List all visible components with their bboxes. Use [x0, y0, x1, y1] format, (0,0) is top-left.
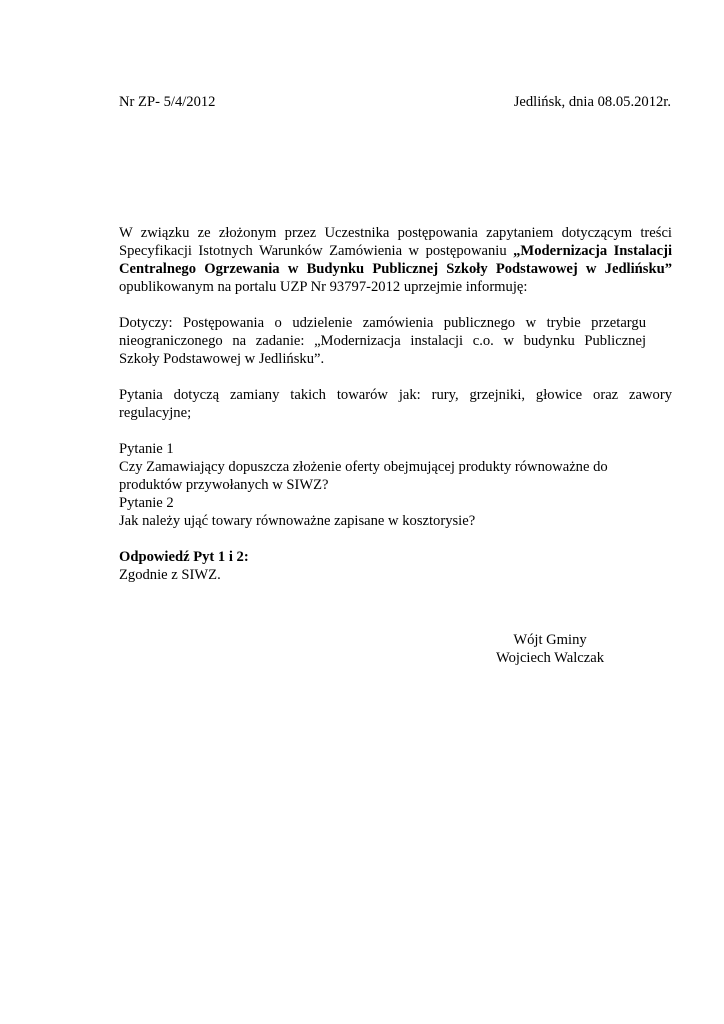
signature-title: Wójt Gminy	[513, 632, 587, 648]
reference-number: Nr ZP- 5/4/2012	[119, 94, 216, 110]
answer-label: Odpowiedź Pyt 1 i 2:	[119, 549, 249, 565]
answer-text: Zgodnie z SIWZ.	[119, 567, 221, 583]
intro-paragraph	[119, 224, 672, 296]
intro-line-1: W związku ze złożonym przez Uczestnika postępowania zapytaniem dotyczącym treści	[119, 225, 672, 241]
intro-line-4: opublikowanym na portalu UZP Nr 93797-2012 uprzejmie informuję:	[119, 279, 528, 295]
concerns-line-3: Szkoły Podstawowej w Jedlińsku”.	[119, 351, 325, 367]
questions-topic-line-1: Pytania dotyczą zamiany takich towarów jak: rury, grzejniki, głowice oraz zawory	[119, 387, 672, 403]
intro-line-2	[119, 242, 672, 260]
answer-block	[119, 548, 672, 584]
questions-block	[119, 440, 672, 530]
question-1-line-2: produktów przywołanych w SIWZ?	[119, 477, 329, 493]
concerns-line-2: nieograniczonego na zadanie: „Modernizacja instalacji c.o. w budynku Publicznej	[119, 333, 646, 349]
question-2-line-1: Jak należy ująć towary równoważne zapisane w kosztorysie?	[119, 513, 476, 529]
task-title-continued: Centralnego Ogrzewania w Budynku Publicznej Szkoły Podstawowej w Jedlińsku”	[119, 261, 672, 277]
question-1-label: Pytanie 1	[119, 441, 174, 457]
task-title-start: „Modernizacja Instalacji	[513, 243, 673, 259]
place-and-date: Jedlińsk, dnia 08.05.2012r.	[513, 94, 671, 110]
letter-body	[119, 224, 672, 584]
questions-topic-paragraph	[119, 386, 672, 422]
question-1-line-1: Czy Zamawiający dopuszcza złożenie oferty obejmującej produkty równoważne do	[119, 459, 608, 475]
question-2-label: Pytanie 2	[119, 495, 174, 511]
questions-topic-line-2: regulacyjne;	[119, 405, 192, 421]
concerns-paragraph	[119, 314, 672, 368]
intro-line-2-text: Specyfikacji Istotnych Warunków Zamówienia w postępowaniu	[119, 243, 514, 259]
concerns-line-1: Dotyczy: Postępowania o udzielenie zamówienia publicznego w trybie przetargu	[119, 315, 646, 331]
signature-block	[480, 631, 620, 667]
signature-name: Wojciech Walczak	[496, 650, 604, 666]
